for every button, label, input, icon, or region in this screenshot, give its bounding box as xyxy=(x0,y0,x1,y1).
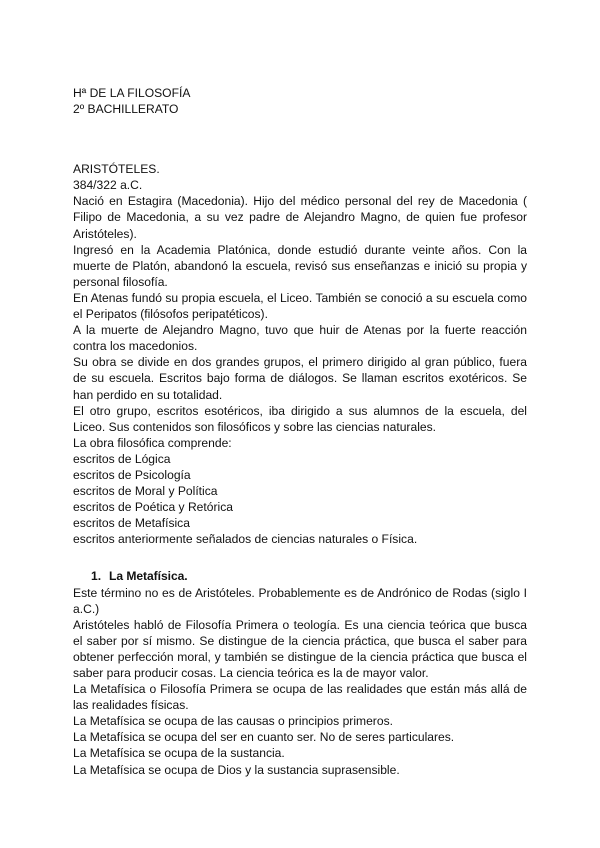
works-list xyxy=(73,451,527,548)
metaphysics-paragraph: Aristóteles habló de Filosofía Primera o teología. Es una ciencia teórica que busca el saber por sí mismo. Se distingue de la ciencia práctica, que busca el saber para obtener perfección moral, y también se distingue de la ciencia práctica que busca el saber para producir cosas. La ciencia teórica es la de mayor valor. xyxy=(73,617,527,680)
metaphysics-paragraph: La Metafísica se ocupa de Dios y la sustancia suprasensible. xyxy=(73,762,400,777)
metaphysics-paragraph: Este término no es de Aristóteles. Probablemente es de Andrónico de Rodas (siglo I a.C.) xyxy=(73,585,527,616)
metaphysics-paragraph: La Metafísica se ocupa del ser en cuanto ser. No de seres particulares. xyxy=(73,730,455,745)
section-heading xyxy=(91,568,527,584)
work-item: escritos anteriormente señalados de ciencias naturales o Física. xyxy=(73,532,418,547)
work-item: escritos de Moral y Política xyxy=(73,484,218,499)
works-intro: La obra filosófica comprende: xyxy=(73,435,232,450)
document-content xyxy=(73,85,527,778)
work-item: escritos de Metafísica xyxy=(73,516,190,531)
section-number: 1. xyxy=(91,569,102,584)
metaphysics-paragraph: La Metafísica se ocupa de la sustancia. xyxy=(73,746,285,761)
author-heading: ARISTÓTELES. xyxy=(73,162,160,177)
header-spacing xyxy=(73,117,527,161)
biography-paragraph: Nació en Estagira (Macedonia). Hijo del médico personal del rey de Macedonia ( Filipo de Macedonia, a su vez padre de Alejandro Magno, de quien fue profesor Aristóteles). xyxy=(73,194,527,241)
section-title: La Metafísica. xyxy=(109,569,188,584)
author-dates: 384/322 a.C. xyxy=(73,178,143,193)
work-item: escritos de Poética y Retórica xyxy=(73,500,233,515)
metaphysics-paragraph: La Metafísica se ocupa de las causas o principios primeros. xyxy=(73,714,393,729)
work-item: escritos de Lógica xyxy=(73,451,171,466)
subject-title: Hª DE LA FILOSOFÍA xyxy=(73,86,191,100)
biography-paragraph: A la muerte de Alejandro Magno, tuvo que huir de Atenas por la fuerte reacción contra los macedonios. xyxy=(73,323,527,354)
biography-paragraph: El otro grupo, escritos esotéricos, iba dirigido a sus alumnos de la escuela, del Liceo. Sus contenidos son filosóficos y sobre las ciencias naturales. xyxy=(73,403,527,434)
biography-paragraph: Ingresó en la Academia Platónica, donde estudió durante veinte años. Con la muerte de Platón, abandonó la escuela, revisó sus enseñanzas e inició su propia y personal filosofía. xyxy=(73,242,527,289)
metaphysics-paragraph: La Metafísica o Filosofía Primera se ocupa de las realidades que están más allá de las realidades físicas. xyxy=(73,682,527,713)
biography-paragraph: Su obra se divide en dos grandes grupos, el primero dirigido al gran público, fuera de su escuela. Escritos bajo forma de diálogos. Se llaman escritos exotéricos. Se han perdido en su totalidad. xyxy=(73,355,527,402)
work-item: escritos de Psicología xyxy=(73,467,191,482)
section-spacing xyxy=(73,547,527,568)
document-header xyxy=(73,85,527,117)
course-title: 2º BACHILLERATO xyxy=(73,102,179,117)
biography-paragraph: En Atenas fundó su propia escuela, el Liceo. También se conoció a su escuela como el Peripatos (filósofos peripatéticos). xyxy=(73,290,527,322)
